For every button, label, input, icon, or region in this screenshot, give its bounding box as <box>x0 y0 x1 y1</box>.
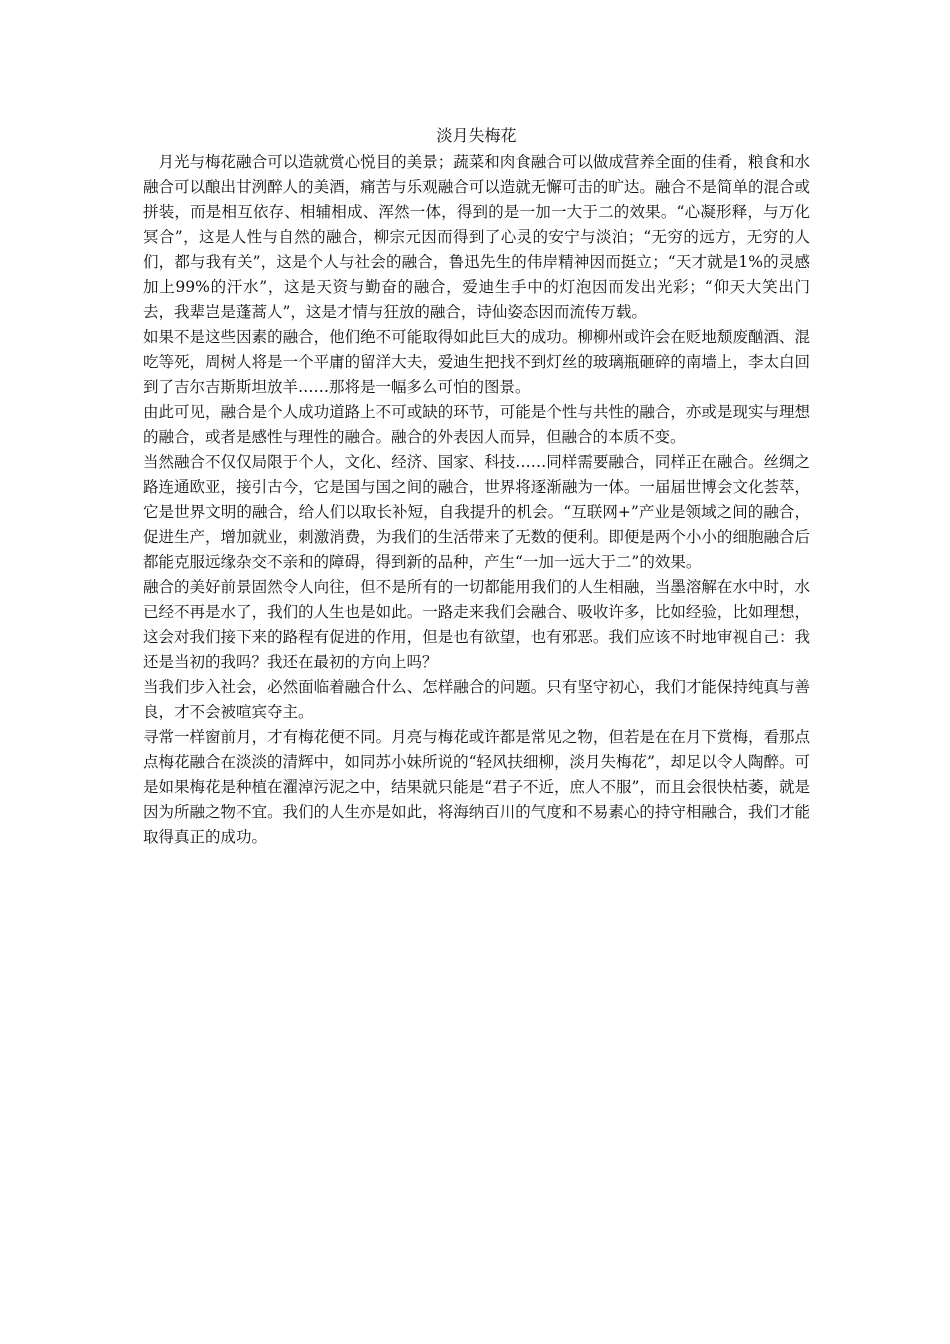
paragraph-4: 当然融合不仅仅局限于个人，文化、经济、国家、科技……同样需要融合，同样正在融合。丝绸之路连通欧亚，接引古今，它是国与国之间的融合，世界将逐渐融为一体。一届届世博会文化荟萃，它是世界文明的融合，给人们以取长补短，自我提升的机会。“互联网+”产业是领域之间的融合，促进生产，增加就业，刺激消费，为我们的生活带来了无数的便利。即便是两个小小的细胞融合后都能克服远缘杂交不亲和的障碍，得到新的品种，产生“一加一远大于二”的效果。 <box>143 453 810 571</box>
document-body <box>143 121 810 850</box>
paragraph-5: 融合的美好前景固然令人向往，但不是所有的一切都能用我们的人生相融，当墨溶解在水中时，水已经不再是水了，我们的人生也是如此。一路走来我们会融合、吸收许多，比如经验，比如理想，这会对我们接下来的路程有促进的作用，但是也有欲望，也有邪恶。我们应该不时地审视自己：我还是当初的我吗？我还在最初的方向上吗？ <box>143 578 810 671</box>
paragraph-7: 寻常一样窗前月，才有梅花便不同。月亮与梅花或许都是常见之物，但若是在在月下赏梅，看那点点梅花融合在淡淡的清辉中，如同苏小妹所说的“轻风扶细柳，淡月失梅花”，却足以令人陶醉。可是如果梅花是种植在濯淖污泥之中，结果就只能是“君子不近，庶人不服”，而且会很快枯萎，就是因为所融之物不宜。我们的人生亦是如此，将海纳百川的气度和不易素心的持守相融合，我们才能取得真正的成功。 <box>143 728 810 846</box>
paragraph-6: 当我们步入社会，必然面临着融合什么、怎样融合的问题。只有坚守初心，我们才能保持纯真与善良，才不会被喧宾夺主。 <box>143 678 810 721</box>
paragraph-3: 由此可见，融合是个人成功道路上不可或缺的环节，可能是个性与共性的融合，亦或是现实与理想的融合，或者是感性与理性的融合。融合的外表因人而异，但融合的本质不变。 <box>143 403 810 446</box>
paragraph-1: 月光与梅花融合可以造就赏心悦目的美景；蔬菜和肉食融合可以做成营养全面的佳肴，粮食和水融合可以酿出甘洌醉人的美酒，痛苦与乐观融合可以造就无懈可击的旷达。融合不是简单的混合或拼装，而是相互依存、相辅相成、浑然一体，得到的是一加一大于二的效果。“心凝形释，与万化冥合”，这是人性与自然的融合，柳宗元因而得到了心灵的安宁与淡泊；“无穷的远方，无穷的人们，都与我有关”，这是个人与社会的融合，鲁迅先生的伟岸精神因而挺立；“天才就是1%的灵感加上99%的汗水”，这是天资与勤奋的融合，爱迪生手中的灯泡因而发出光彩；“仰天大笑出门去，我辈岂是蓬蒿人”，这是才情与狂放的融合，诗仙姿态因而流传万载。 <box>143 153 810 321</box>
document-title: 淡月失梅花 <box>436 126 517 145</box>
paragraph-2: 如果不是这些因素的融合，他们绝不可能取得如此巨大的成功。柳柳州或许会在贬地颓废酗酒、混吃等死，周树人将是一个平庸的留洋大夫，爱迪生把找不到灯丝的玻璃瓶砸碎的南墙上，李太白回到了吉尔吉斯斯坦放羊……那将是一幅多么可怕的图景。 <box>143 328 810 396</box>
